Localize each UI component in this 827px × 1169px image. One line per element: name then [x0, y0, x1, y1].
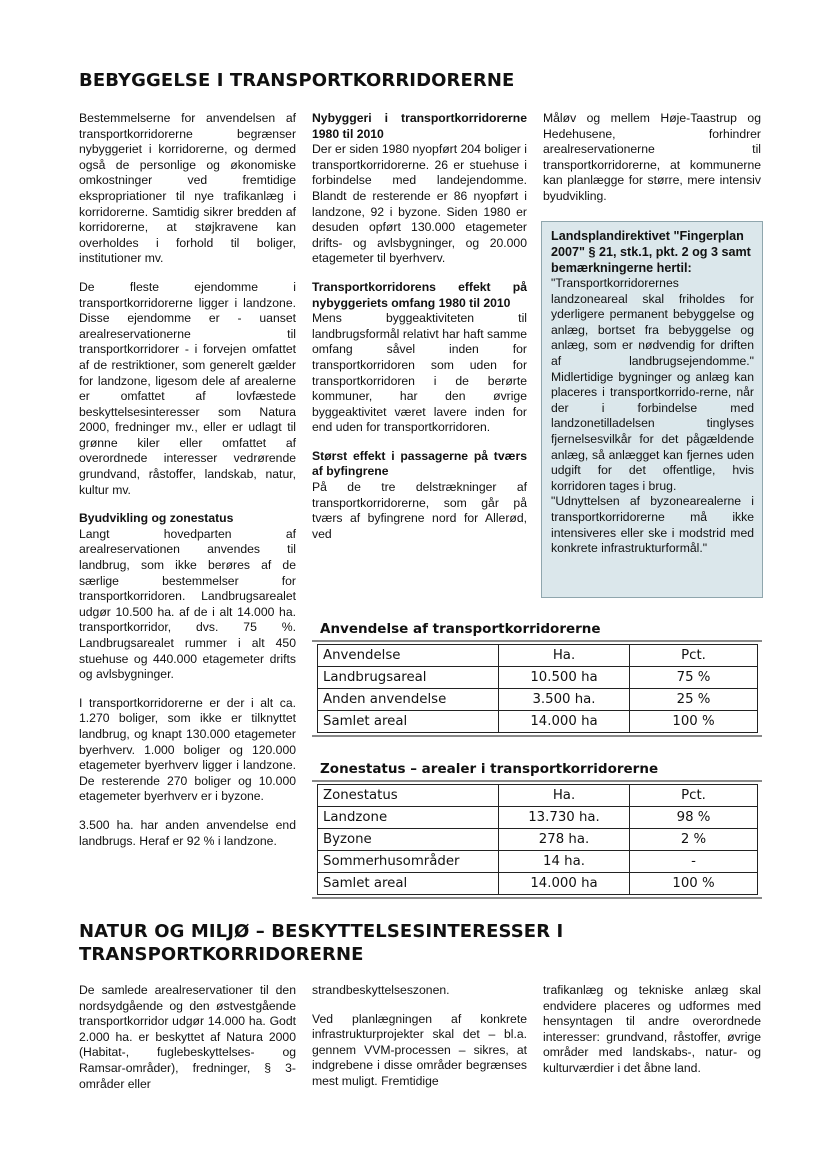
table-cell: Anden anvendelse [318, 689, 499, 711]
column-3 [543, 983, 761, 1090]
paragraph: Måløv og mellem Høje-Taastrup og Hedehusene, forhindrer arealreservationerne til transportkorridorerne, at kommunerne kan planlægge for større, mere intensiv byudvikling. [543, 111, 761, 203]
table-header-row [318, 645, 758, 667]
table-cell: Byzone [318, 829, 499, 851]
paragraph: Ved planlægningen af konkrete infrastrukturprojekter skal det – bl.a. gennem VVM-processen – sikres, at indgrebene i disse områder begrænses mest muligt. Fremtidige [312, 1011, 527, 1088]
header-cell: Pct. [630, 785, 758, 807]
table-cell: 100 % [630, 711, 758, 733]
table-cell: 14.000 ha [499, 711, 630, 733]
table-cell: 25 % [630, 689, 758, 711]
column-1 [79, 983, 296, 1105]
table-cell: 2 % [630, 829, 758, 851]
info-box-title: Landsplandirektivet "Fingerplan 2007" § 21, stk.1, pkt. 2 og 3 samt bemærkningerne hertil: [551, 229, 751, 275]
table-row [318, 851, 758, 873]
table-frame [312, 640, 762, 737]
usage-table-block [312, 620, 762, 737]
table-row [318, 829, 758, 851]
table-cell: Samlet areal [318, 873, 499, 895]
column-2 [312, 983, 527, 1103]
paragraph: Langt hovedparten af arealreservationen anvendes til landbrug, som ikke berøres af de særlige bestemmelser for transportkorridoren. Landbrugsarealet udgør 10.500 ha. af de i alt 14.000 ha. transportkorridor, dvs. 75 %. Landbrugsarealet rummer i alt 450 stuehuse og 440.000 etagemeter drifts og avlsbygninger. [79, 526, 296, 682]
section-heading [79, 920, 563, 966]
paragraph: trafikanlæg og tekniske anlæg skal endvidere placeres og udformes med hensyntagen til andre overordnede interesser: grundvand, råstoffer, øvrige områder med landskabs-, natur- og kulturværdier i det åbne land. [543, 983, 761, 1075]
info-box [541, 221, 763, 598]
table-cell: 14 ha. [499, 851, 630, 873]
table-frame [312, 780, 762, 899]
paragraph: Mens byggeaktiviteten til landbrugsformål relativt har haft samme omfang såvel inden for transportkorridoren som uden for transportkorridoren i de berørte kommuner, har den øvrige byggeaktivitet været lavere inden for end uden for transportkorridoren. [312, 311, 527, 435]
paragraph: Bestemmelserne for anvendelsen af transportkorridorerne begrænser nybyggeriet i korridorerne, og dermed også de personlige og økonomiske omkostninger ved fremtidige ekspropriationer til nye trafikanlæg i korridorerne. Samtidig sikrer bredden af korridorerne, at støjkravene kan overholdes i forhold til boliger, institutioner mv. [79, 111, 296, 266]
column-3 [543, 111, 761, 218]
table-cell: 10.500 ha [499, 667, 630, 689]
table-cell: Landzone [318, 807, 499, 829]
table-cell: Samlet areal [318, 711, 499, 733]
zone-table-block [312, 760, 762, 899]
subheading: Størst effekt i passagerne på tværs af byfingrene [312, 448, 527, 479]
paragraph: strandbeskyttelseszonen. [312, 983, 450, 997]
section-heading: BEBYGGELSE I TRANSPORTKORRIDORERNE [79, 70, 515, 91]
header-cell: Pct. [630, 645, 758, 667]
table-row [318, 873, 758, 895]
table-cell: 13.730 ha. [499, 807, 630, 829]
table-row [318, 689, 758, 711]
subheading: Transportkorridorens effekt på nybyggeriets omfang 1980 til 2010 [312, 279, 527, 310]
table-header-row [318, 785, 758, 807]
header-cell: Ha. [499, 785, 630, 807]
usage-table [317, 644, 758, 733]
paragraph: På de tre delstrækninger af transportkorridorerne, som går på tværs af byfingrene nord for Allerød, ved [312, 480, 527, 541]
table-row [318, 711, 758, 733]
column-2 [312, 111, 527, 555]
section-heading-line: TRANSPORTKORRIDORERNE [79, 944, 364, 965]
paragraph: I transportkorridorerne er der i alt ca. 1.270 boliger, som ikke er tilknyttet landbrug, og knapt 130.000 etagemeter byerhverv. 1.000 boliger og 120.000 etagemeter byerhverv ligger i landzone. De resterende 270 boliger og 10.000 etagemeter byerhverv er i byzone. [79, 695, 296, 804]
section-heading-line: NATUR OG MILJØ – BESKYTTELSESINTERESSER I [79, 921, 564, 942]
header-cell: Zonestatus [318, 785, 499, 807]
table-cell: 98 % [630, 807, 758, 829]
paragraph: Der er siden 1980 nyopført 204 boliger i transportkorridorerne. 26 er stuehuse i forbindelse med landejendomme. Blandt de resterende er 86 nyopført i landzone, 92 i byzone. Siden 1980 er desuden opført 130.000 etagemeter drifts- og avlsbygninger, og 20.000 etagemeter til byerhverv. [312, 142, 527, 266]
table-cell: - [630, 851, 758, 873]
paragraph: De samlede arealreservationer til den nordsydgående og den østvestgående transportkorridor udgør 14.000 ha. Godt 2.000 ha. er beskyttet af Natura 2000 (Habitat-, fuglebeskyttelses- og Ramsar-områder), fredninger, § 3-områder eller [79, 983, 296, 1091]
header-cell: Ha. [499, 645, 630, 667]
header-cell: Anvendelse [318, 645, 499, 667]
table-row [318, 667, 758, 689]
table-cell: 14.000 ha [499, 873, 630, 895]
zone-table [317, 784, 758, 895]
info-box-quote: "Udnyttelsen af byzonearealerne i transportkorridorerne må ikke intensiveres eller ske i modstrid med konkrete infrastrukturformål." [551, 494, 754, 556]
table-cell: Sommerhusområder [318, 851, 499, 873]
table-title: Anvendelse af transportkorridorerne [320, 621, 601, 637]
info-box-quote: "Transportkorridorernes landzoneareal skal friholdes for yderligere permanent bebyggelse og anlæg, bortset fra bebyggelse og anlæg, som er nødvendig for driften af landbrugsejendomme." Midlertidige bygninger og anlæg kan placeres i transportkorrido-rerne, når der i forbindelse med landzonetilladelsen tinglyses fjernelsesvilkår for det pågældende anlæg, så anlægget kan fjernes uden udgift for det offentlige, hvis korridoren tages i brug. [551, 276, 754, 493]
table-row [318, 807, 758, 829]
table-cell: 3.500 ha. [499, 689, 630, 711]
table-title: Zonestatus – arealer i transportkorridorerne [320, 761, 659, 777]
subheading: Byudvikling og zonestatus [79, 511, 234, 526]
paragraph: 3.500 ha. har anden anvendelse end landbrugs. Heraf er 92 % i landzone. [79, 817, 296, 848]
paragraph: De fleste ejendomme i transportkorridorerne ligger i landzone. Disse ejendomme er - uanset arealreservationerne til transportkorridorer - i forvejen omfattet af de restriktioner, som generelt gælder for landzone, ligesom dele af arealerne er omfattet af lovfæstede beskyttelsesinteresser som Natura 2000, fredninger mv., eller er udlagt til grønne kiler eller omfattet af overordnede interesser vedrørende grundvand, råstoffer, landskab, natur, kultur mv. [79, 279, 296, 497]
table-cell: 75 % [630, 667, 758, 689]
subheading: Nybyggeri i transportkorridorerne 1980 til 2010 [312, 111, 527, 141]
table-cell: Landbrugsareal [318, 667, 499, 689]
column-1 [79, 111, 296, 862]
table-cell: 278 ha. [499, 829, 630, 851]
table-cell: 100 % [630, 873, 758, 895]
